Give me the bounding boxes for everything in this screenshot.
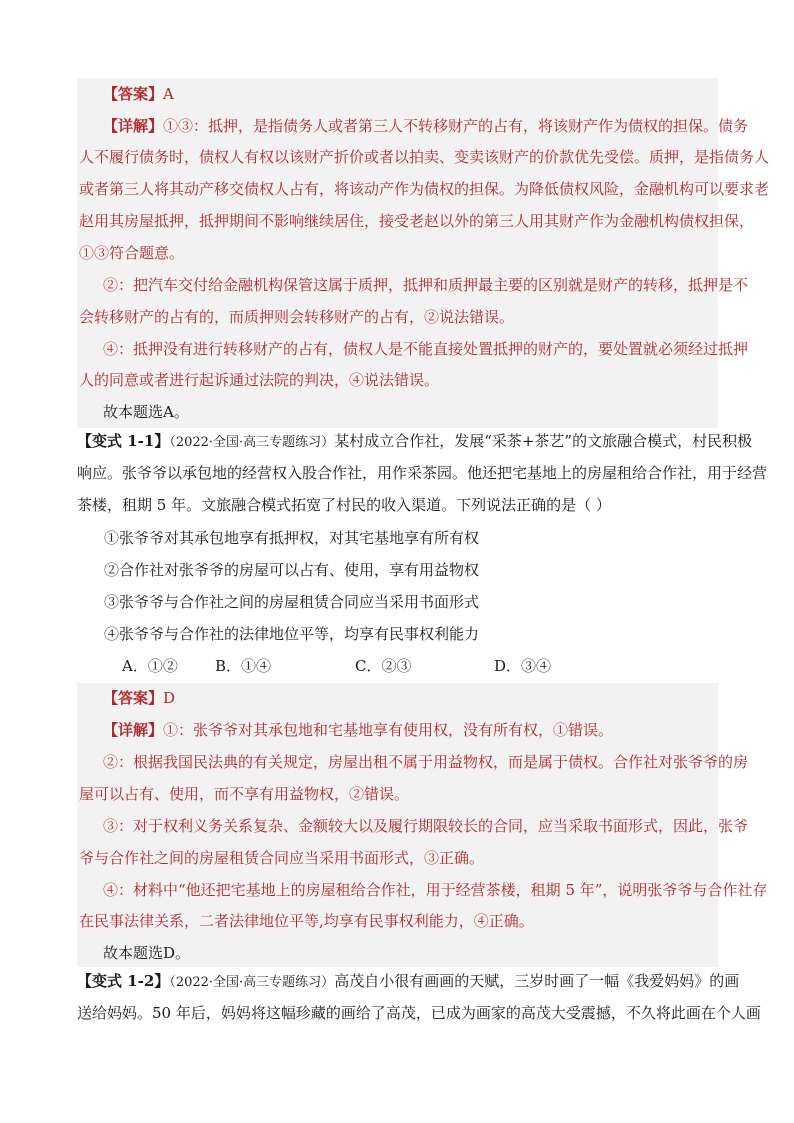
question-stem-text: 高茂自小很有画画的天赋，三岁时画了一幅《我爱妈妈》的画 — [334, 972, 740, 990]
detail-text: 爷与合作社之间的房屋租赁合同应当采用书面形式，③正确。 — [79, 849, 485, 867]
question-tag: 【变式 1-2】 — [77, 972, 170, 990]
detail-text: ①③符合题意。 — [79, 244, 185, 262]
detail-line — [103, 116, 748, 136]
answer-block-2 — [77, 683, 768, 967]
statement: ②合作社对张爷爷的房屋可以占有、使用，享有用益物权 — [104, 561, 480, 579]
conclusion: 故本题选D。 — [103, 944, 191, 962]
detail-text: 或者第三人将其动产移交债权人占有，将该动产作为债权的担保。为降低债权风险，金融机构可以要求老 — [79, 180, 770, 198]
detail-text: ④：材料中“他还把宅基地上的房屋租给合作社，用于经营茶楼，租期 5 年”，说明张爷爷与合作社存 — [103, 881, 768, 899]
answer-line — [103, 84, 174, 104]
question-stem-text: 响应。张爷爷以承包地的经营权入股合作社，用作采茶园。他还把宅基地上的房屋租给合作社，用于经营 — [77, 464, 768, 482]
question-stem — [77, 431, 752, 453]
detail-text: 赵用其房屋抵押，抵押期间不影响继续居住，接受老赵以外的第三人用其财产作为金融机构债权担保， — [79, 212, 755, 230]
option-c: C．②③ — [355, 657, 412, 675]
question-source: （2022·全国·高三专题练习） — [169, 435, 335, 450]
detail-text: 会转移财产的占有的，而质押则会转移财产的占有，②说法错误。 — [79, 308, 515, 326]
answer-block-1 — [77, 78, 770, 428]
detail-text: ④：抵押没有进行转移财产的占有，债权人是不能直接处置抵押的财产的，要处置就必须经过抵押 — [103, 340, 749, 358]
answer-value: A — [163, 85, 174, 103]
question-stem — [77, 971, 739, 993]
statement: ④张爷爷与合作社的法律地位平等，均享有民事权利能力 — [104, 625, 480, 643]
statement: ③张爷爷与合作社之间的房屋租赁合同应当采用书面形式 — [104, 593, 480, 611]
statement: ①张爷爷对其承包地享有抵押权，对其宅基地享有所有权 — [104, 529, 480, 547]
answer-label: 【答案】 — [103, 689, 164, 707]
detail-line — [103, 720, 613, 740]
detail-text: ①③：抵押，是指债务人或者第三人不转移财产的占有，将该财产作为债权的担保。债务 — [163, 117, 749, 135]
option-d: D．③④ — [494, 657, 552, 675]
detail-text: ①：张爷爷对其承包地和宅基地享有使用权，没有所有权，①错误。 — [163, 721, 614, 739]
detail-text: ②：把汽车交付给金融机构保管这属于质押，抵押和质押最主要的区别就是财产的转移，抵押是不 — [103, 276, 749, 294]
detail-text: 人不履行债务时，债权人有权以该财产折价或者以拍卖、变卖该财产的价款优先受偿。质押，是指债务人 — [79, 148, 770, 166]
detail-label: 【详解】 — [103, 117, 164, 135]
detail-label: 【详解】 — [103, 721, 164, 739]
question-stem-text: 茶楼，租期 5 年。文旅融合模式拓宽了村民的收入渠道。下列说法正确的是（ ） — [77, 496, 611, 514]
detail-text: 屋可以占有、使用，而不享有用益物权，②错误。 — [79, 785, 410, 803]
question-tag: 【变式 1-1】 — [77, 432, 170, 450]
option-b: B．①④ — [215, 657, 272, 675]
answer-value: D — [163, 689, 176, 707]
question-source: （2022·全国·高三专题练习） — [169, 975, 335, 990]
detail-text: 在民事法律关系，二者法律地位平等,均享有民事权利能力，④正确。 — [79, 912, 534, 930]
question-stem-text: 送给妈妈。50 年后，妈妈将这幅珍藏的画给了高茂，已成为画家的高茂大受震撼，不久将此画在个人画 — [77, 1004, 761, 1022]
detail-text: ②：根据我国民法典的有关规定，房屋出租不属于用益物权，而是属于债权。合作社对张爷爷的房 — [103, 753, 749, 771]
question-stem-text: 某村成立合作社，发展“采茶+茶艺”的文旅融合模式，村民积极 — [334, 432, 753, 450]
option-a: A．①② — [122, 657, 178, 675]
options-row — [0, 656, 794, 678]
conclusion: 故本题选A。 — [103, 403, 189, 421]
answer-line — [103, 688, 175, 708]
detail-text: ③：对于权利义务关系复杂、金额较大以及履行期限较长的合同，应当采取书面形式，因此，张爷 — [103, 817, 749, 835]
answer-label: 【答案】 — [103, 85, 164, 103]
detail-text: 人的同意或者进行起诉通过法院的判决，④说法错误。 — [79, 371, 440, 389]
